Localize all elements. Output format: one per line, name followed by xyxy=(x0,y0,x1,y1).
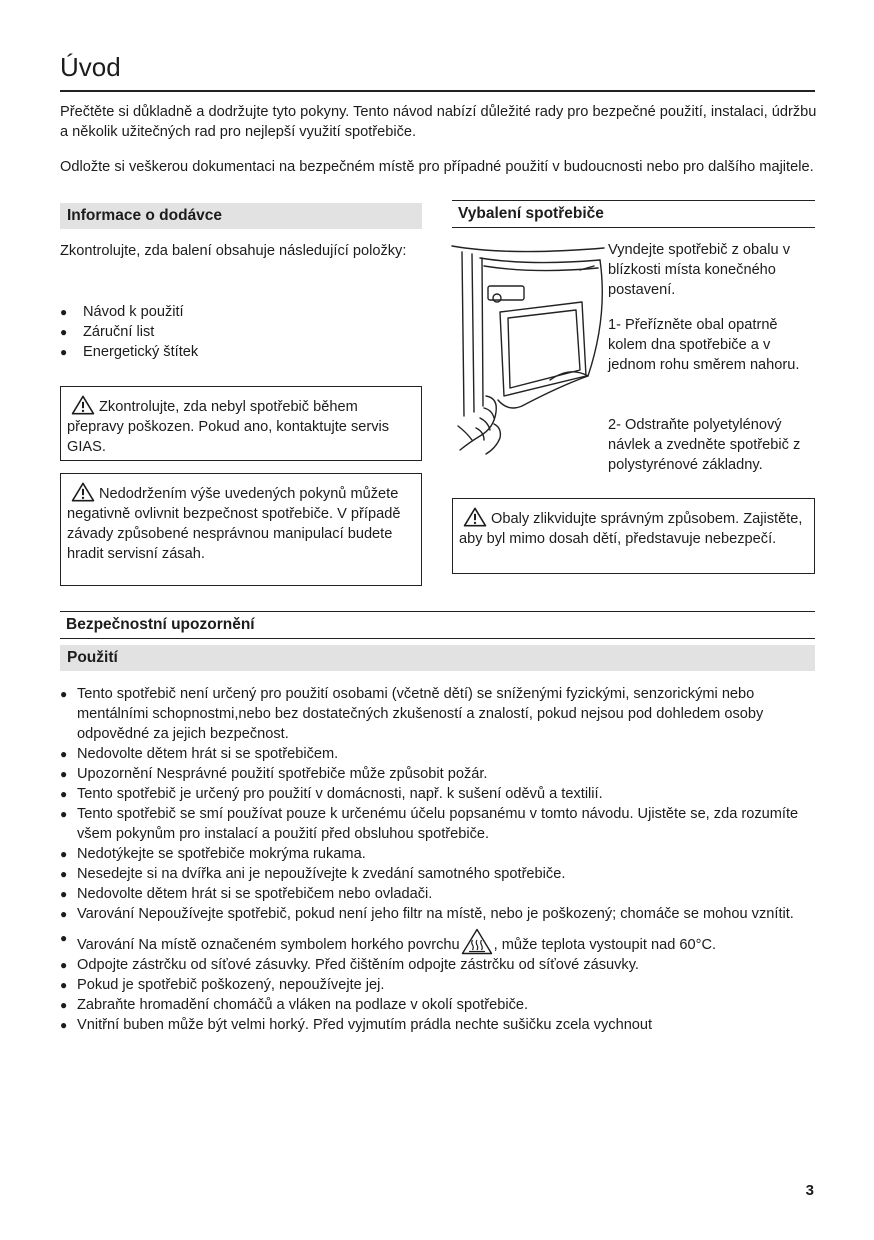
list-item: ● Nesedejte si na dvířka ani je nepoužívejte k zvedání samotného spotřebiče. xyxy=(60,864,820,884)
disposal-warning-box xyxy=(452,498,815,574)
unpacking-illustration xyxy=(450,236,610,462)
page-title: Úvod xyxy=(60,52,121,82)
list-item: ● Zabraňte hromadění chomáčů a vláken na podlaze v okolí spotřebiče. xyxy=(60,995,820,1015)
hot-item-text-after: , může teplota vystoupit nad 60°C. xyxy=(493,937,717,953)
page-number: 3 xyxy=(805,1182,814,1199)
unpacking-step-2: 2- Odstraňte polyetylénový návlek a zvedněte spotřebič z polystyrénové základny. xyxy=(608,417,801,473)
unpacking-step-1: 1- Přeřízněte obal opatrně kolem dna spotřebiče a v jednom rohu směrem nahoru. xyxy=(608,317,800,373)
handling-warning-text: Nedodržením výše uvedených pokynů můžete negativně ovlivnit bezpečnost spotřebiče. V případě závady způsobené nesprávnou manipulací budete hradit servisní zásah. xyxy=(67,486,401,562)
list-item: ● Pokud je spotřebič poškozený, nepoužívejte jej. xyxy=(60,975,820,995)
safety-heading: Bezpečnostní upozornění xyxy=(60,611,815,639)
safety-list xyxy=(60,684,820,1035)
disposal-warning-text: Obaly zlikvidujte správným způsobem. Zajistěte, aby byl mimo dosah dětí, představuje nebezpečí. xyxy=(459,511,803,547)
list-item-hot-surface xyxy=(60,928,820,955)
intro-paragraph-2: Odložte si veškerou dokumentaci na bezpečném místě pro případné použití v budoucnosti nebo pro dalšího majitele. xyxy=(60,159,814,175)
list-item: ● Nedovolte dětem hrát si se spotřebičem nebo ovladači. xyxy=(60,884,820,904)
list-item: ● Návod k použití xyxy=(60,302,410,322)
list-item: ● Odpojte zástrčku od síťové zásuvky. Před čištěním odpojte zástrčku od síťové zásuvky. xyxy=(60,955,820,975)
list-item: ● Tento spotřebič je určený pro použití v domácnosti, např. k sušení oděvů a textilií. xyxy=(60,784,820,804)
list-item: ● Energetický štítek xyxy=(60,342,410,362)
handling-warning-box xyxy=(60,473,422,586)
list-item: ● Varování Nepoužívejte spotřebič, pokud není jeho filtr na místě, nebo je poškozený; chomáče se mohou vznítit. xyxy=(60,904,820,924)
damage-warning-box xyxy=(60,386,422,461)
list-item: ● Záruční list xyxy=(60,322,410,342)
warning-triangle-icon xyxy=(70,395,96,415)
unpacking-step-0: Vyndejte spotřebič z obalu v blízkosti místa konečného postavení. xyxy=(608,242,790,298)
list-item: ● Vnitřní buben může být velmi horký. Před vyjmutím prádla nechte sušičku zcela vychnout xyxy=(60,1015,820,1035)
warning-triangle-icon xyxy=(462,507,488,527)
usage-subheading: Použití xyxy=(60,645,815,671)
warning-triangle-icon xyxy=(70,482,96,502)
intro-paragraph-1: Přečtěte si důkladně a dodržujte tyto pokyny. Tento návod nabízí důležité rady pro bezpečné použití, instalaci, údržbu a několik užitečných rad pro nejlepší využití spotřebiče. xyxy=(60,104,817,140)
unpacking-heading: Vybalení spotřebiče xyxy=(452,200,815,228)
list-item: ● Nedotýkejte se spotřebiče mokrýma rukama. xyxy=(60,844,820,864)
list-item: ● Tento spotřebič se smí používat pouze k určenému účelu popsanému v tomto návodu. Ujistěte se, zda rozumíte všem pokynům pro instalací a použití před obsluhou spotřebiče. xyxy=(60,804,820,844)
list-item: ● Upozornění Nesprávné použití spotřebiče může způsobit požár. xyxy=(60,764,820,784)
supplier-heading: Informace o dodávce xyxy=(60,203,422,229)
title-divider xyxy=(60,90,815,92)
supplier-item-list xyxy=(60,302,410,362)
hot-surface-icon xyxy=(461,928,493,955)
list-item: ● Nedovolte dětem hrát si se spotřebičem. xyxy=(60,744,820,764)
hot-item-text-before: Varování Na místě označeném symbolem horkého povrchu xyxy=(77,937,460,953)
list-item: ● Tento spotřebič není určený pro použití osobami (včetně dětí) se sníženými fyzickými, senzorickými nebo mentálními schopnostmi,nebo bez dostatečných zkušeností a znalostí, pokud nejsou pod dohledem osoby odpovědné za jejich bezpečnost. xyxy=(60,684,820,744)
damage-warning-text: Zkontrolujte, zda nebyl spotřebič během přepravy poškozen. Pokud ano, kontaktujte servis GIAS. xyxy=(67,399,390,455)
supplier-check-text: Zkontrolujte, zda balení obsahuje následující položky: xyxy=(60,243,407,259)
